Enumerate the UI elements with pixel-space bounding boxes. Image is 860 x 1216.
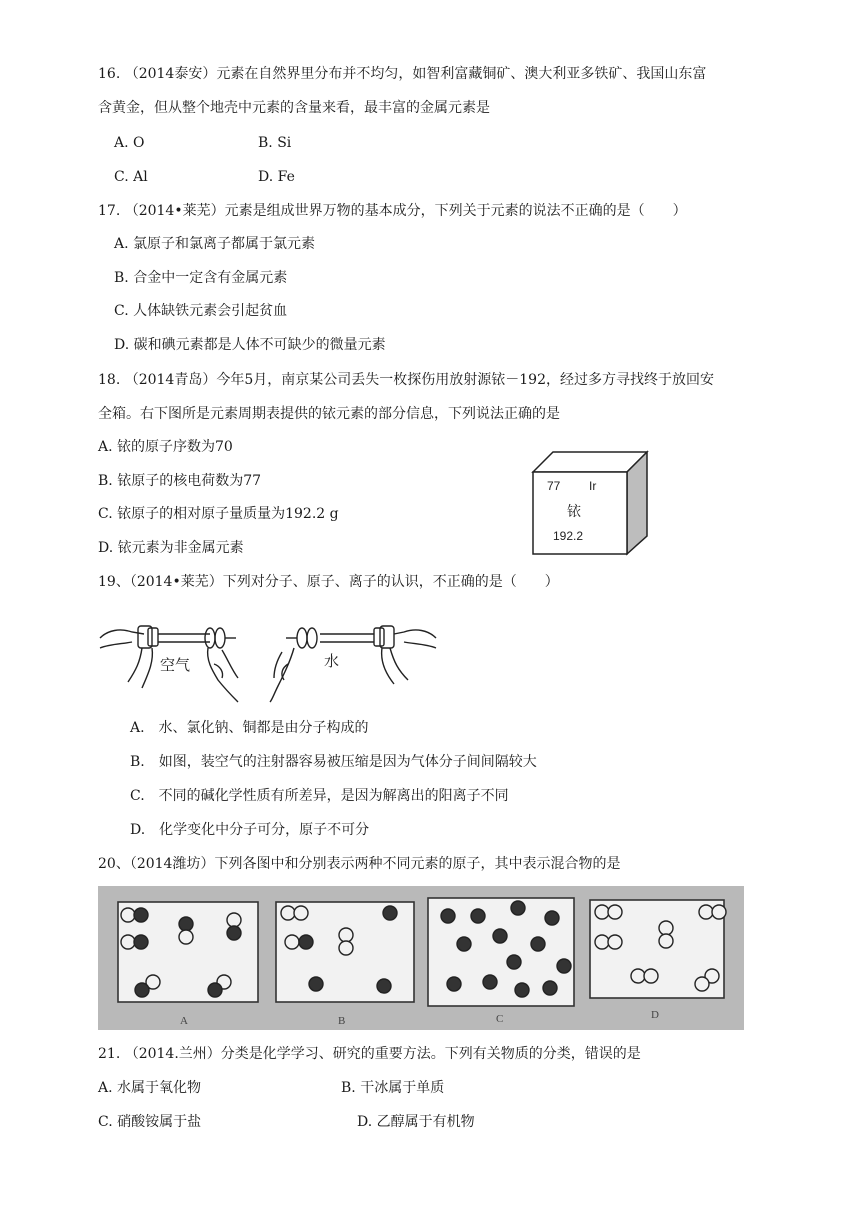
syringe-label-air: 空气 xyxy=(160,656,191,674)
q16-option-a: A. O xyxy=(114,135,145,151)
q18-option-d: D. 铱元素为非金属元素 xyxy=(98,540,244,556)
q16-option-d: D. Fe xyxy=(258,169,295,185)
q16-stem-line1: 16. （2014泰安）元素在自然界里分布并不均匀，如智利富藏铜矿、澳大利亚多铁矿、我国山东富 xyxy=(98,66,707,82)
q18-stem-line2: 全箱。右下图所是元素周期表提供的铱元素的部分信息，下列说法正确的是 xyxy=(98,406,560,422)
element-card-name: 铱 xyxy=(567,504,581,520)
q19-option-a: A. 水、氯化钠、铜都是由分子构成的 xyxy=(130,720,369,736)
q17-option-d: D. 碳和碘元素都是人体不可缺少的微量元素 xyxy=(114,337,386,353)
q21-stem: 21. （2014.兰州）分类是化学学习、研究的重要方法。下列有关物质的分类，错误的是 xyxy=(98,1046,641,1062)
q17-option-c: C. 人体缺铁元素会引起贫血 xyxy=(114,303,288,319)
q19-option-c: C. 不同的碱化学性质有所差异，是因为解离出的阳离子不同 xyxy=(130,788,509,804)
q17-stem: 17. （2014•莱芜）元素是组成世界万物的基本成分，下列关于元素的说法不正确的是（ ） xyxy=(98,203,687,219)
panel-label-c: C xyxy=(496,1013,504,1025)
element-card-mass: 192.2 xyxy=(553,529,584,543)
panel-label-d: D xyxy=(651,1009,659,1021)
panel-label-a: A xyxy=(180,1015,188,1027)
element-card-number: 77 xyxy=(547,479,561,493)
syringe-illustration xyxy=(98,604,438,704)
q16-option-b: B. Si xyxy=(258,135,292,151)
q21-option-a: A. 水属于氧化物 xyxy=(98,1080,202,1096)
q18-stem-line1: 18. （2014青岛）今年5月，南京某公司丢失一枚探伤用放射源铱－192，经过多方寻找终于放回安 xyxy=(98,372,714,388)
q16-option-c: C. Al xyxy=(114,169,148,185)
q21-option-d: D. 乙醇属于有机物 xyxy=(357,1114,475,1130)
q19-option-d: D. 化学变化中分子可分，原子不可分 xyxy=(130,822,370,838)
element-card-symbol: Ir xyxy=(589,479,597,493)
q18-option-c: C. 铱原子的相对原子量质量为192.2 g xyxy=(98,506,339,522)
iridium-element-card xyxy=(531,450,649,556)
panel-label-b: B xyxy=(338,1015,346,1027)
q17-option-a: A. 氯原子和氯离子都属于氯元素 xyxy=(114,236,316,252)
particle-diagram xyxy=(98,886,744,1030)
q19-stem: 19、（2014•莱芜）下列对分子、原子、离子的认识，不正确的是（ ） xyxy=(98,574,559,590)
q21-option-b: B. 干冰属于单质 xyxy=(341,1080,445,1096)
q17-option-b: B. 合金中一定含有金属元素 xyxy=(114,270,288,286)
q20-stem: 20、（2014潍坊）下列各图中和分别表示两种不同元素的原子，其中表示混合物的是 xyxy=(98,856,621,872)
syringe-label-water: 水 xyxy=(324,652,340,670)
q16-stem-line2: 含黄金，但从整个地壳中元素的含量来看，最丰富的金属元素是 xyxy=(98,100,490,116)
q19-option-b: B. 如图，装空气的注射器容易被压缩是因为气体分子间间隔较大 xyxy=(130,754,537,770)
q18-option-a: A. 铱的原子序数为70 xyxy=(98,439,233,455)
q21-option-c: C. 硝酸铵属于盐 xyxy=(98,1114,202,1130)
q18-option-b: B. 铱原子的核电荷数为77 xyxy=(98,473,262,489)
